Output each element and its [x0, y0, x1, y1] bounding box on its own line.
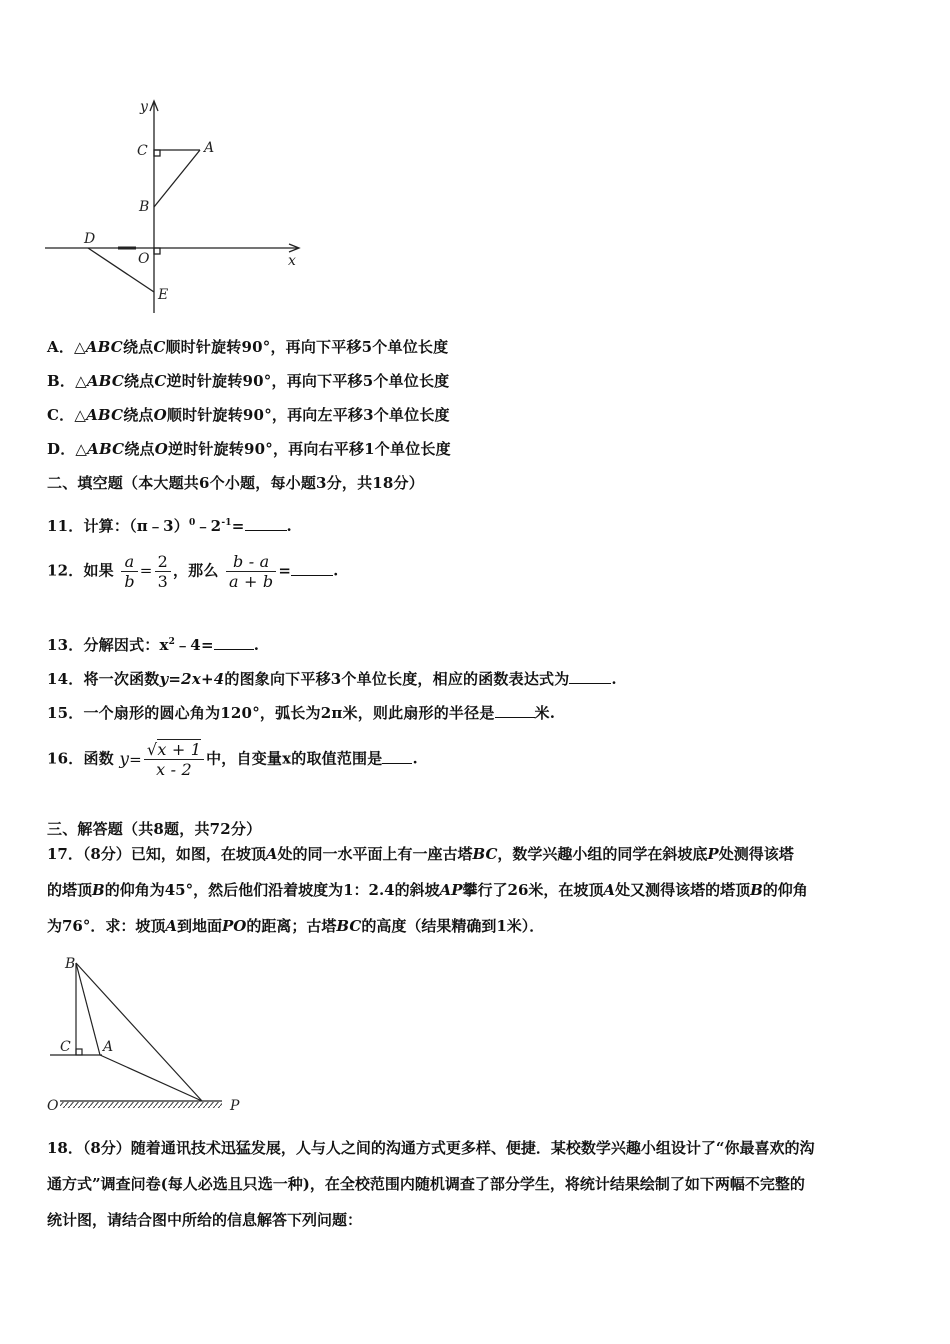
option-b: B．△ABC绕点C逆时针旋转90°，再向下平移5个单位长度 [47, 372, 450, 390]
right-angle-c [76, 1049, 82, 1055]
segment-bp [76, 963, 202, 1101]
fraction-2-over-3: $\frac{2}{3}$ [155, 552, 171, 591]
question-12: 12．如果 $\frac{a}{b}$ = $\frac{2}{3}$ ，那么 $\frac{b - a}{a + b}$ = . [47, 552, 339, 591]
question-15: 15．一个扇形的圆心角为120°，弧长为2π米，则此扇形的半径是 米. [47, 704, 556, 722]
ground-hatching [60, 1102, 222, 1108]
answer-blank[interactable] [495, 703, 535, 718]
answer-blank[interactable] [214, 635, 254, 650]
label-p: P [230, 1098, 240, 1114]
label-y: y [140, 99, 148, 115]
question-18: 18．（8分）随着通讯技术迅猛发展，人与人之间的沟通方式更多样、便捷．某校数学兴趣小组设计了“你最喜欢的沟 通方式”调查问卷(每人必选且只选一种)，在全校范围内随机调查了部分学生，将统计结果绘制了如下两幅不完整的 统计图，请结合图中所给的信息解答下列问题： [47, 1139, 815, 1229]
answer-blank[interactable] [291, 561, 333, 576]
question-16: 16．函数 y= $\frac{√x + 1}{x - 2}$ 中，自变量x的取值范围是 . [47, 740, 418, 779]
question-13: 13．分解因式：$x^2﹣4=$ . [47, 636, 260, 654]
fraction-sqrt: $\frac{√x + 1}{x - 2}$ [144, 740, 204, 779]
label-b: B [65, 956, 76, 972]
question-11: 11．计算：$(\pi﹣3)^0﹣2^{-1}=$ . [47, 517, 292, 535]
tower-slope-figure [40, 950, 260, 1120]
label-a: A [204, 140, 215, 156]
label-c: C [60, 1039, 71, 1055]
option-a: A．△ABC绕点C顺时针旋转90°，再向下平移5个单位长度 [47, 338, 449, 356]
segment-ab [154, 150, 200, 207]
section-2-title: 二、填空题（本大题共6个小题，每小题3分，共18分） [47, 474, 424, 492]
label-a: A [103, 1039, 114, 1055]
question-14: 14．将一次函数y=2x+4的图象向下平移3个单位长度，相应的函数表达式为 . [47, 670, 617, 688]
label-o: O [138, 251, 150, 267]
label-e: E [158, 287, 169, 303]
section-3-title: 三、解答题（共8题，共72分） [47, 820, 262, 838]
option-c: C．△ABC绕点O顺时针旋转90°，再向左平移3个单位长度 [47, 406, 450, 424]
question-17: 17．（8分）已知，如图，在坡顶A处的同一水平面上有一座古塔BC，数学兴趣小组的同学在斜坡底P处测得该塔 的塔顶B的仰角为45°，然后他们沿着坡度为1：2.4的斜坡AP攀行了26米，在坡顶A处又测得该塔的塔顶B的仰角 为76°．求：坡顶A到地面PO的距离；古塔BC的高度（结果精确到1米）． [47, 845, 808, 935]
label-o: O [47, 1098, 59, 1114]
label-b: B [139, 199, 150, 215]
label-x: x [288, 253, 296, 269]
fraction-b-minus-a: $\frac{b - a}{a + b}$ [226, 552, 276, 591]
coordinate-figure [40, 95, 310, 315]
answer-blank[interactable] [382, 749, 412, 764]
option-d: D．△ABC绕点O逆时针旋转90°，再向右平移1个单位长度 [47, 440, 451, 458]
answer-blank[interactable] [569, 669, 611, 684]
fraction-a-over-b: $\frac{a}{b}$ [121, 552, 137, 591]
answer-blank[interactable] [245, 516, 287, 531]
right-angle-o [154, 248, 160, 254]
label-d: D [84, 231, 96, 247]
label-c: C [137, 143, 148, 159]
slope-ap [100, 1055, 202, 1101]
right-angle-c [154, 150, 160, 156]
